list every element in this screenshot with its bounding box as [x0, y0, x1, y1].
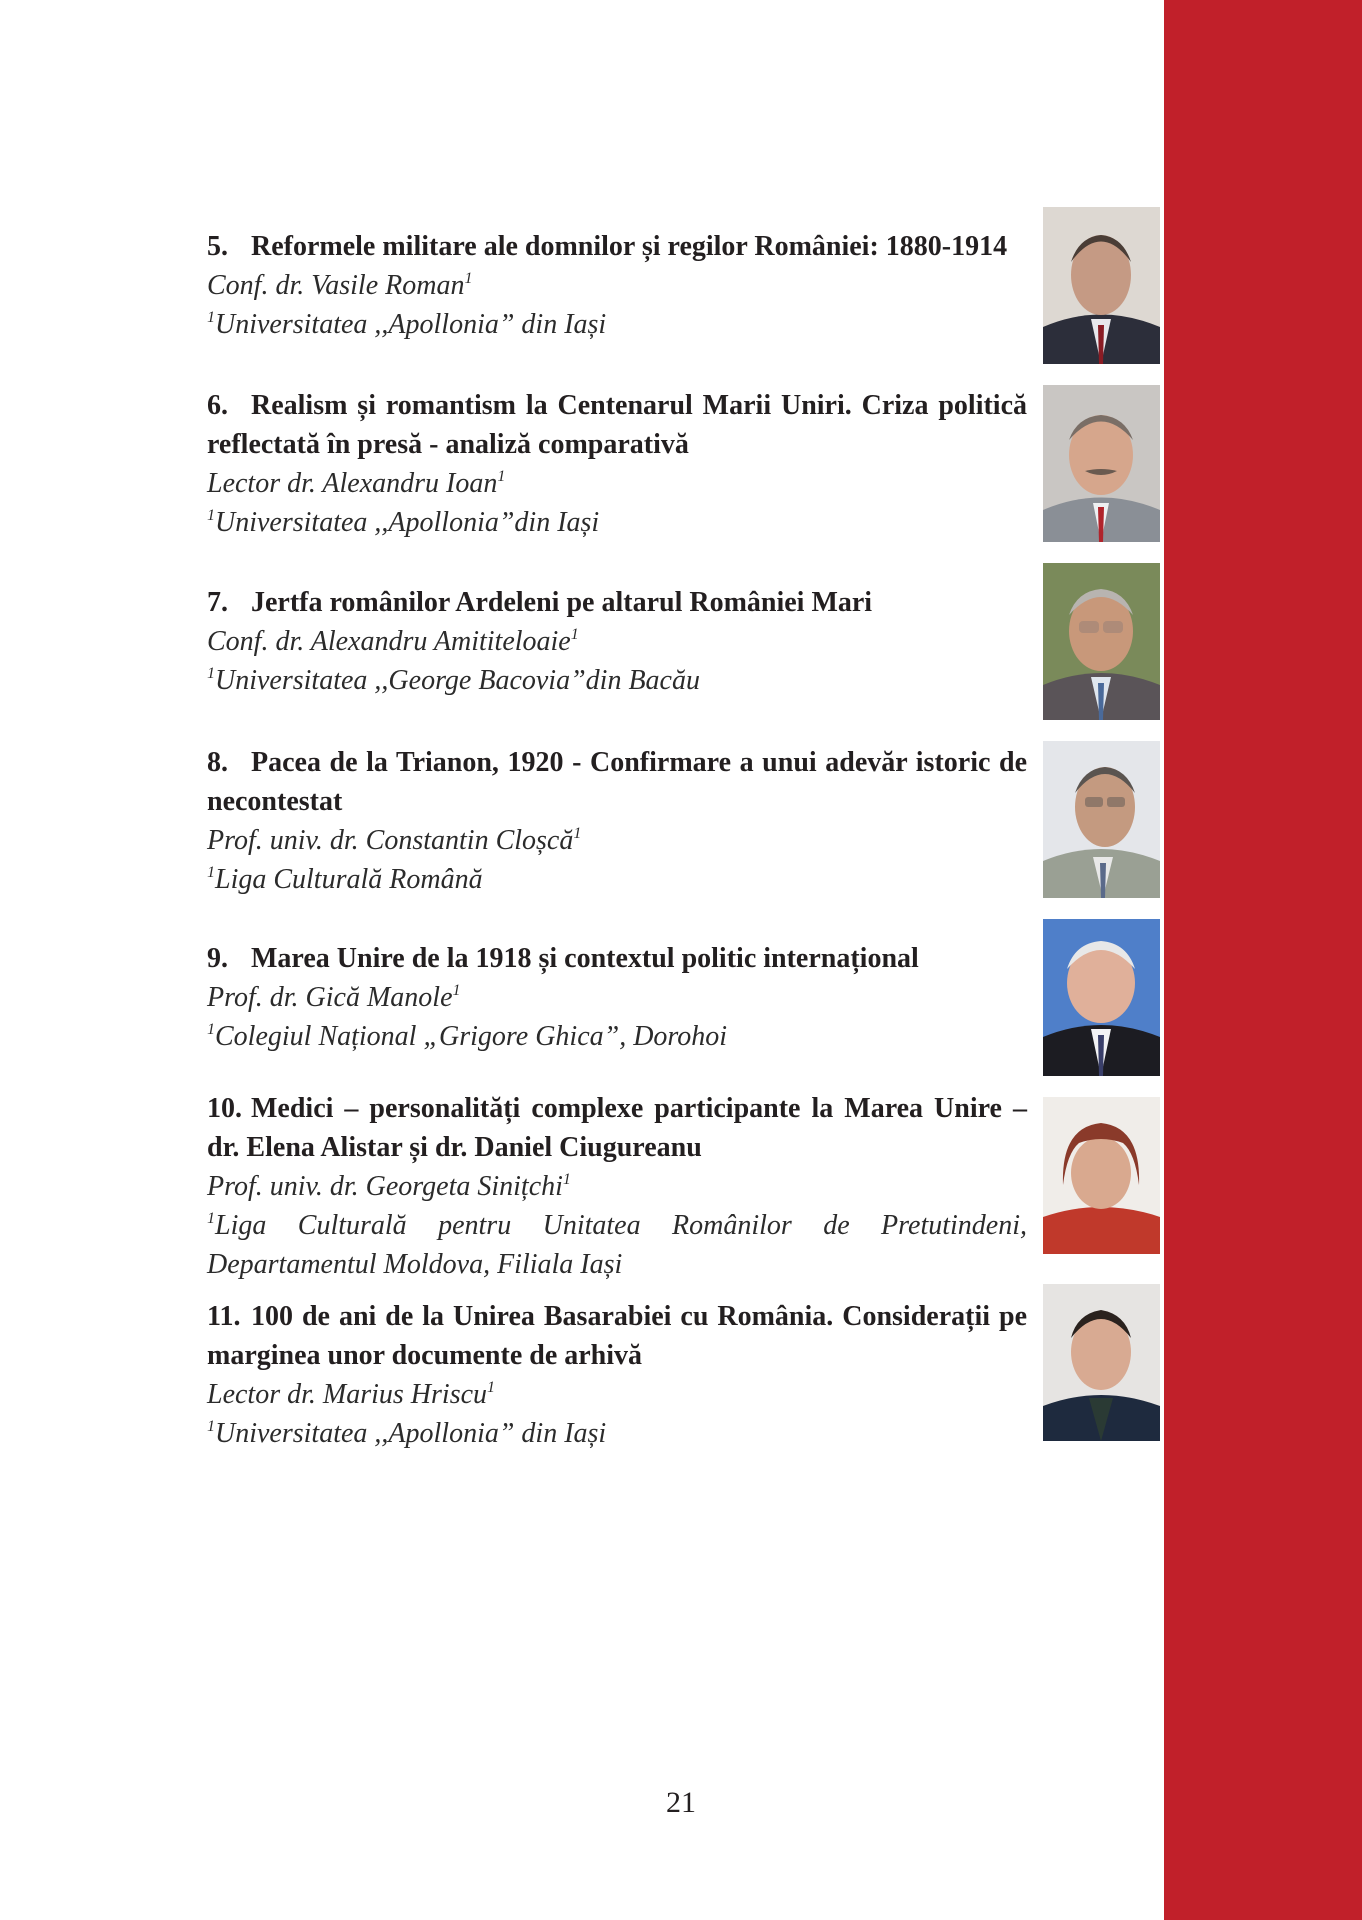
entry-affiliation: $^1$Universitatea ,,Apollonia”din Iași: [207, 507, 600, 538]
entry-9: [207, 939, 1027, 1056]
entry-author: Prof. univ. dr. Georgeta Sinițchi$^1$: [207, 1171, 571, 1202]
entry-7: [207, 583, 1027, 700]
author-photo-ioan: [1043, 385, 1160, 542]
author-photo-closca: [1043, 741, 1160, 898]
entry-6: [207, 386, 1027, 542]
entry-author: Prof. univ. dr. Constantin Cloșcă$^1$: [207, 825, 582, 856]
entry-author: Lector dr. Marius Hriscu$^1$: [207, 1379, 496, 1410]
entry-author: Conf. dr. Alexandru Amititeloaie$^1$: [207, 626, 579, 657]
red-side-band: [1164, 0, 1362, 1920]
entry-title: 6. Realism și romantism la Centenarul Marii Uniri. Criza politică reflectată în presă - analiză comparativă: [207, 390, 1027, 460]
entry-author: Prof. dr. Gică Manole$^1$: [207, 982, 461, 1013]
entry-affiliation: $^1$Universitatea ,,Apollonia” din Iași: [207, 309, 607, 340]
entry-11: [207, 1297, 1027, 1453]
author-photo-amititeloaie: [1043, 563, 1160, 720]
entry-title: 10. Medici – personalități complexe participante la Marea Unire – dr. Elena Alistar și dr. Daniel Ciugureanu: [207, 1093, 1027, 1163]
entry-affiliation: $^1$Liga Culturală pentru Unitatea Românilor de Pretutindeni, Departamentul Moldova, Filiala Iași: [207, 1210, 1027, 1280]
entry-5: [207, 227, 1027, 344]
entry-title: 9. Marea Unire de la 1918 și contextul politic internațional: [207, 943, 919, 974]
entry-affiliation: $^1$Liga Culturală Română: [207, 864, 483, 895]
entry-10: [207, 1089, 1027, 1284]
author-photo-sinitchi: [1043, 1097, 1160, 1254]
entry-affiliation: $^1$Universitatea ,,George Bacovia”din Bacău: [207, 665, 700, 696]
entry-8: [207, 743, 1027, 899]
entry-title: 8. Pacea de la Trianon, 1920 - Confirmare a unui adevăr istoric de necontestat: [207, 747, 1027, 817]
entry-title: 11. 100 de ani de la Unirea Basarabiei cu România. Considerații pe marginea unor documente de arhivă: [207, 1301, 1027, 1371]
entry-title: 7. Jertfa românilor Ardeleni pe altarul României Mari: [207, 587, 873, 618]
author-photo-roman: [1043, 207, 1160, 364]
entry-affiliation: $^1$Universitatea ,,Apollonia” din Iași: [207, 1418, 607, 1449]
entry-title: 5. Reformele militare ale domnilor și regilor României: 1880-1914: [207, 231, 1008, 262]
author-photo-hriscu: [1043, 1284, 1160, 1441]
page-number: 21: [666, 1786, 696, 1819]
entry-author: Conf. dr. Vasile Roman$^1$: [207, 270, 473, 301]
entry-author: Lector dr. Alexandru Ioan$^1$: [207, 468, 506, 499]
entry-affiliation: $^1$Colegiul Național „Grigore Ghica”, Dorohoi: [207, 1021, 728, 1052]
author-photo-manole: [1043, 919, 1160, 1076]
